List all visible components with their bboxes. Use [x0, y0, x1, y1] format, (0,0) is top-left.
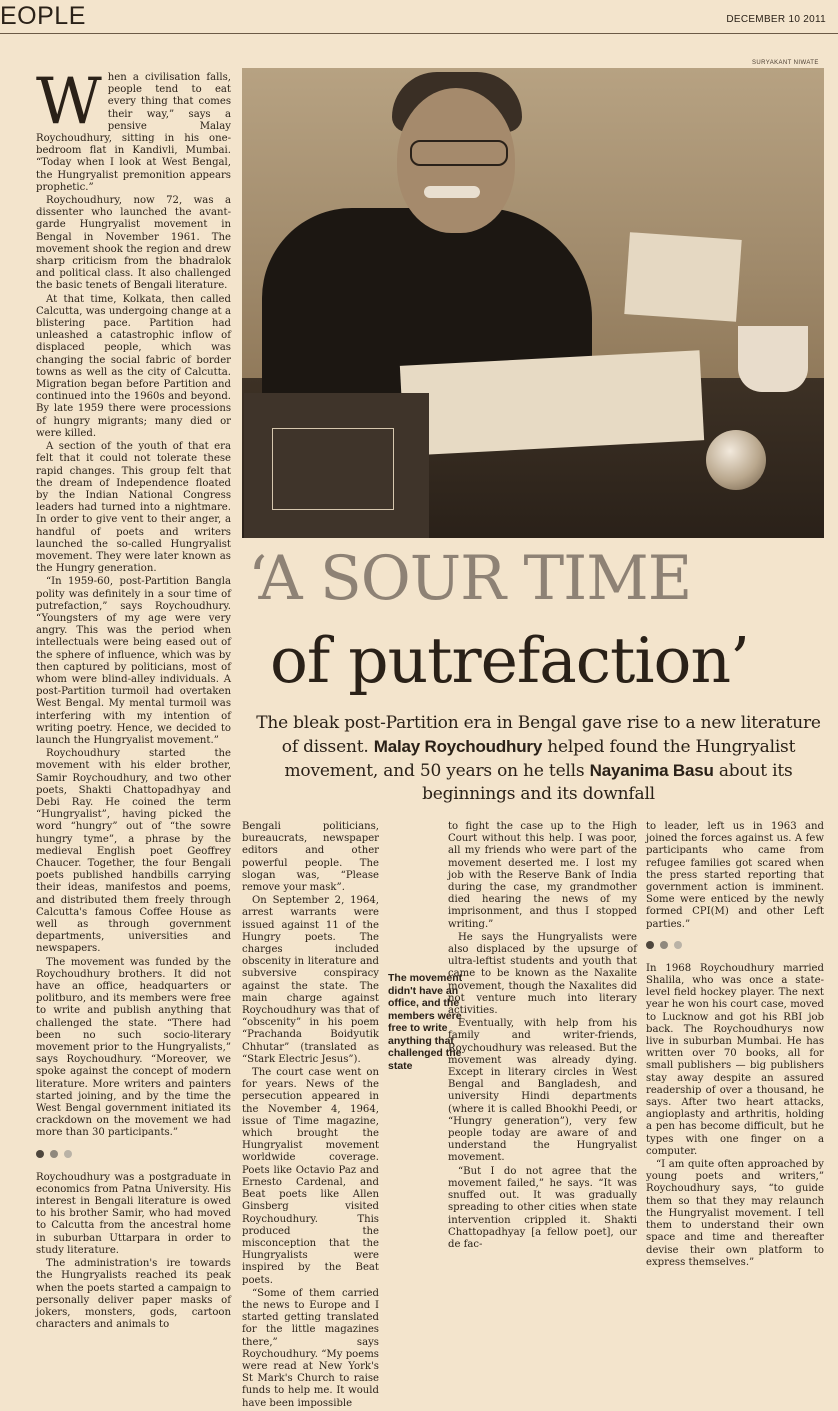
subject-name: Malay Roychoudhury [373, 737, 543, 756]
paragraph: Bengali politicians, bureaucrats, newspaper editors and other powerful people. The slogan was, “Please remove your mask”. [242, 821, 379, 894]
paragraph: On September 2, 1964, arrest warrants were issued against 11 of the Hungry poets. The charges included obscenity in literature and subversive conspiracy against the state. The main charge against Roychoudhury was that of “obscenity” in his poem “Prachanda Boidyutik Chhutar” (translated as “Stark Electric Jesus”). [242, 895, 379, 1065]
pull-quote: The movement didn't have an office, and the members were free to write anything that challenged the state [388, 972, 463, 1072]
headline-line-1: ‘A SOUR TIME [248, 543, 692, 614]
header-rule [0, 33, 838, 34]
paragraph: At that time, Kolkata, then called Calcutta, was undergoing change at a blistering pace. Partition had unleashed a catastrophic inflow of displaced people, which was changing the social fabric of border towns as well as the city of Calcutta. Migration began before Partition and continued into the 1960s and beyond. By late 1959 there were processions of hungry migrants; many died or were killed. [36, 293, 231, 439]
portrait-photo [242, 68, 824, 538]
section-title: EOPLE [0, 2, 86, 30]
issue-date: DECEMBER 10 2011 [726, 14, 826, 25]
photo-book-cover-art [272, 428, 394, 510]
paragraph: “But I do not agree that the movement failed,” he says. “It was snuffed out. It was gradually spreading to other cities when state intervention crippled it. Shakti Chattopadhyay [a fellow poet], our de fac- [448, 1165, 637, 1250]
photo-credit: SURYAKANT NIWATE [752, 60, 819, 66]
paragraph: Roychoudhury started the movement with his elder brother, Samir Roychoudhury, and two other poets, Shakti Chattopadhyay and Debi Ray. He coined the term “Hungryalist”, having picked the word “hungry” out of “the sowre hungry tyme”, a phrase by the medieval English poet Geoffrey Chaucer. Together, the four Bengali poets published handbills carrying their ideas, manifestos and poems, and distributed them freely through Calcutta's famous Coffee House as well as through government departments, universities and newspapers. [36, 748, 231, 955]
paragraph: The administration's ire towards the Hungryalists reached its peak when the poets started a campaign to personally deliver paper masks of jokers, monsters, gods, cartoon characters and animals to [36, 1258, 231, 1331]
author-name: Nayanima Basu [589, 761, 714, 780]
paragraph: to fight the case up to the High Court without this help. I was poor, all my friends who were part of the movement deserted me. I lost my job with the Reserve Bank of India during the case, my grandmother died hearing the news of my imprisonment, and thus I stopped writing.” [448, 821, 637, 930]
photo-pen-holder [738, 326, 808, 392]
paragraph: to leader, left us in 1963 and joined the forces against us. A few participants who came from refugee families got scared when the press started reporting that government action is imminent. Some were enticed by the newly formed CPI(M) and other Left parties.” [646, 821, 824, 930]
paragraph: “Some of them carried the news to Europe and I started getting translated for the little magazines there,” says Roychoudhury. “My poems were read at New York's St Mark's Church to raise funds to help me. It would have been impossible [242, 1287, 379, 1409]
paragraph: Eventually, with help from his family and writer-friends, Roychoudhury was released. But the movement was already dying. Except in literary circles in West Bengal and Bangladesh, and university Hindi departments (where it is called Bhookhi Peedi, or “Hungry generation”), very few people today are aware of and understand the Hungryalist movement. [448, 1018, 637, 1164]
paragraph: Roychoudhury was a postgraduate in economics from Patna University. His interest in Bengali literature is owed to his brother Samir, who had moved to Calcutta from the ancestral home in suburban Uttarpara in order to study literature. [36, 1171, 231, 1256]
article-column-1 [36, 65, 231, 1332]
paragraph: The court case went on for years. News of the persecution appeared in the November 4, 1964, issue of Time magazine, which brought the Hungryalist movement worldwide coverage. Poets like Octavio Paz and Ernesto Cardenal, and Beat poets like Allen Ginsberg visited Roychoudhury. This produced the misconception that the Hungryalists were inspired by the Beat poets. [242, 1067, 379, 1286]
paragraph: A section of the youth of that era felt that it could not tolerate these rapid changes. This group felt that the dream of Independence floated by the Indian National Congress leaders had turned into a nightmare. In order to give vent to their anger, a handful of poets and writers launched the so-called Hungryalist movement. They were later known as the Hungry generation. [36, 441, 231, 575]
photo-glass-paperweight [706, 430, 766, 490]
paragraph: In 1968 Roychoudhury married Shalila, who was once a state-level field hockey player. The next year he won his court case, moved to Lucknow and got his RBI job back. The Roychoudhurys now live in suburban Mumbai. He has written over 70 books, all for small publishers — big publishers stay away despite an assured readership of over a thousand, he says. After two heart attacks, angioplasty and arthritis, holding a pen has become difficult, but he types with one finger on a computer. [646, 962, 824, 1157]
drop-cap: W [36, 65, 102, 139]
photo-stacked-books [624, 232, 741, 322]
paragraph: Roychoudhury, now 72, was a dissenter who launched the avant-garde Hungryalist movement in Bengal in November 1961. The movement shook the region and drew sharp criticism from the bhadralok and political class. It also challenged the basic tenets of Bengali literature. [36, 195, 231, 292]
headline-line-2: of putrefaction’ [270, 624, 750, 697]
article-column-3 [448, 821, 637, 1252]
paragraph: He says the Hungryalists were also displaced by the upsurge of ultra-leftist students and youth that came to be known as the Naxalite movement, though the Naxalites did not venture much into literary activities. [448, 931, 637, 1017]
article-column-4 [646, 821, 824, 1270]
paragraph: The movement was funded by the Roychoudhury brothers. It did not have an office, headquarters or politburo, and its members were free to write and publish anything that challenged the state. “There had been no such socio-literary movement prior to the Hungryalists,” says Roychoudhury. “Moreover, we spoke against the concept of modern literature. More writers and painters started joining, and by the time the West Bengal government initiated its crackdown on the movement we had more than 30 participants.” [36, 956, 231, 1139]
photo-subject-glasses [410, 140, 508, 166]
section-break-dots [36, 1150, 231, 1166]
paragraph: “I am quite often approached by young poets and writers,” Roychoudhury says, “to guide them so that they may relaunch the Hungryalist movement. I tell them to understand their own space and time and thereafter devise their own platform to express themselves.” [646, 1159, 824, 1268]
section-break-dots [646, 941, 824, 957]
article-column-2 [242, 821, 379, 1411]
photo-subject-moustache [424, 186, 480, 198]
paragraph: “In 1959-60, post-Partition Bangla polity was definitely in a sour time of putrefaction,” says Roychoudhury. “Youngsters of my age were very angry. This was the period when intellectuals were being eased out of the sphere of influence, which was by then captured by politicians, most of whom were blind-alley individuals. A post-Partition turmoil had overtaken West Bengal. My mental turmoil was interfering with my intention of writing poetry. Hence, we decided to launch the Hungryalist movement.” [36, 576, 231, 746]
standfirst: The bleak post-Partition era in Bengal gave rise to a new literature of dissent. Malay Roychoudhury helped found the Hungryalist movement, and 50 years on he tells Nayanima Basu about its beginnings and its downfall [256, 713, 821, 804]
paragraph: hen a civilisation falls, people tend to eat every thing that comes their way,” says a pensive Malay Roychoudhury, sitting in his one-bedroom flat in Kandivli, Mumbai. “Today when I look at West Bengal, the Hungryalist premonition appears prophetic.” [36, 72, 231, 193]
photo-manuscript-papers [400, 350, 704, 456]
